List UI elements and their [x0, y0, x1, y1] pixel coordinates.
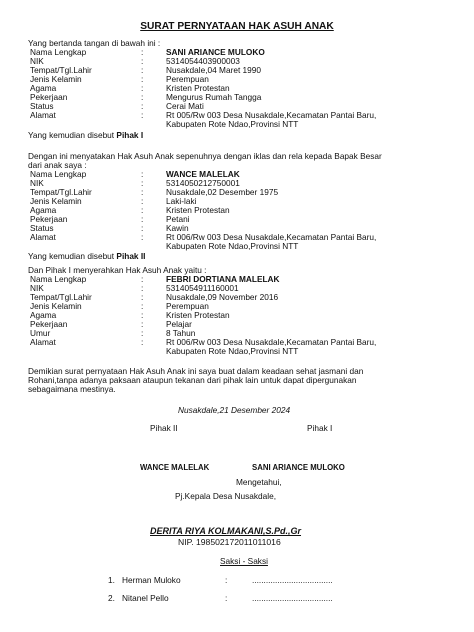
field-value: WANCE MALELAK: [166, 169, 240, 179]
field-label: Tempat/Tgl.Lahir: [30, 65, 92, 75]
field-label: Jenis Kelamin: [30, 301, 82, 311]
field-value: Rt 005/Rw 003 Desa Nusakdale,Kecamatan Pantai Baru,: [166, 110, 377, 120]
field-label: Alamat: [30, 110, 56, 120]
child-intro: Dan Pihak I menyerahkan Hak Asuh Anak yaitu :: [28, 265, 207, 275]
field-value: Pelajar: [166, 319, 192, 329]
pihak2-signer-name: WANCE MALELAK: [140, 463, 210, 472]
field-label: Jenis Kelamin: [30, 196, 82, 206]
field-label: Alamat: [30, 337, 56, 347]
field-label: Pekerjaan: [30, 319, 68, 329]
field-value: 5314054911160001: [166, 283, 239, 293]
document-page: SURAT PERNYATAAN HAK ASUH ANAK Yang bertanda tangan di bawah ini : Nama Lengkap : SANI ARIANCE MULOKO NIK : 5314054403900003 Tempat/Tgl.Lahir : Nusakdale,04 Maret 1990 Jenis Kelamin : Perempuan Agama : Kristen Protestan Pekerjaan : Mengurus Rumah Tangga Status : Cerai Mati Alamat : Rt 005/Rw 003 Desa Nusakdale,Kecamatan Pantai Baru, Kabupaten Rote Ndao,Provinsi NTT Yang kemudian disebut Pihak I Dengan ini menyatakan Hak Asuh Anak sepenuhnya dengan iklas dan rela kepada Bapak Besar dari anak saya : Nama Lengkap : WANCE MALELAK NIK : 5314050212750001 Tempat/Tgl.Lahir : Nusakdale,02 Desember 1975 Jenis Kelamin : Laki-laki Agama : Kristen Protestan Pekerjaan : Petani Status : Kawin Alamat : Rt 006/Rw 003 Desa Nusakdale,Kecamatan Pantai Baru, Kabupaten Rote Ndao,Provinsi NTT Yang kemudian disebut Pihak II Dan Pihak I menyerahkan Hak Asuh Anak yaitu : Nama Lengkap : FEBRI DORTIANA MALELAK NIK : 5314054911160001 Tempat/Tgl.Lahir : Nusakdale,09 November 2016 Jenis Kelamin : Perempuan Agama : Kristen Protestan Pekerjaan : Pelajar Umur : 8 Tahun Alamat : Rt 006/Rw 003 Desa Nusakdale,Kecamatan Pantai Baru, Kabupaten Rote Ndao,Provinsi NTT Demikian surat pernyataan Hak Asuh Anak ini saya buat dalam keadaan sehat jasmani dan Rohani,tanpa adanya paksaan ataupun tekanan dari pihak lain untuk dapat dipergunakan sebagaimana mestinya. Nusakdale,21 Desember 2024 Pihak II Pihak I WANCE MALELAK SANI ARIANCE MULOKO Mengetahui, Pj.Kepala Desa Nusakdale, DERITA RIYA KOLMAKANI,S.Pd.,Gr NIP. 198502172011011016 Saksi - Saksi 1. Herman Muloko : ................................... 2. Nitanel Pello : ...................................: [0, 0, 474, 632]
field-value: Cerai Mati: [166, 101, 204, 111]
field-value: Nusakdale,02 Desember 1975: [166, 187, 279, 197]
statement-line: Dengan ini menyatakan Hak Asuh Anak sepenuhnya dengan iklas dan rela kepada Bapak Besar: [28, 151, 382, 161]
field-value: Nusakdale,04 Maret 1990: [166, 65, 262, 75]
pihak1-note: Yang kemudian disebut Pihak I: [28, 130, 144, 140]
field-label: Agama: [30, 205, 57, 215]
field-value: Kristen Protestan: [166, 205, 230, 215]
mengetahui-text: Mengetahui,: [236, 477, 282, 487]
field-label: Agama: [30, 83, 57, 93]
field-label: Pekerjaan: [30, 214, 68, 224]
pihak2-note: Yang kemudian disebut Pihak II: [28, 251, 146, 261]
field-label: NIK: [30, 178, 44, 188]
field-label: Status: [30, 101, 54, 111]
field-label: Nama Lengkap: [30, 47, 87, 57]
field-value: Petani: [166, 214, 190, 224]
witness-name: Nitanel Pello: [122, 593, 169, 603]
field-value: Kristen Protestan: [166, 310, 230, 320]
field-label: Nama Lengkap: [30, 274, 87, 284]
field-label: Nama Lengkap: [30, 169, 87, 179]
field-value: Kristen Protestan: [166, 83, 230, 93]
official-nip: NIP. 198502172011011016: [178, 537, 281, 547]
field-label: Umur: [30, 328, 51, 338]
closing-line: sebagaimana mestinya.: [28, 384, 116, 394]
field-value: Kabupaten Rote Ndao,Provinsi NTT: [166, 346, 299, 356]
field-value: Nusakdale,09 November 2016: [166, 292, 279, 302]
field-value: Perempuan: [166, 301, 209, 311]
field-label: Tempat/Tgl.Lahir: [30, 187, 92, 197]
witness-separator: :: [225, 593, 228, 603]
witness-signature-line: ...................................: [252, 593, 333, 603]
pihak2-signature-label: Pihak II: [150, 423, 178, 433]
intro-text: Yang bertanda tangan di bawah ini :: [28, 38, 161, 48]
field-label: Tempat/Tgl.Lahir: [30, 292, 92, 302]
field-label: Alamat: [30, 232, 56, 242]
field-value: SANI ARIANCE MULOKO: [166, 47, 265, 57]
official-name: DERITA RIYA KOLMAKANI,S.Pd.,Gr: [150, 526, 302, 536]
field-value: Rt 006/Rw 003 Desa Nusakdale,Kecamatan Pantai Baru,: [166, 232, 377, 242]
field-value: Kabupaten Rote Ndao,Provinsi NTT: [166, 241, 299, 251]
field-value: Mengurus Rumah Tangga: [166, 92, 262, 102]
field-value: 8 Tahun: [166, 328, 196, 338]
witness-signature-line: ...................................: [252, 575, 333, 585]
field-label: NIK: [30, 283, 44, 293]
witness-title: Saksi - Saksi: [220, 556, 268, 566]
field-value: 5314054403900003: [166, 56, 240, 66]
pihak1-signer-name: SANI ARIANCE MULOKO: [252, 463, 345, 472]
field-label: NIK: [30, 56, 44, 66]
field-value: Laki-laki: [166, 196, 197, 206]
witness-number: 1.: [108, 575, 115, 585]
village-head-title: Pj.Kepala Desa Nusakdale,: [175, 491, 277, 501]
field-value: Perempuan: [166, 74, 209, 84]
closing-line: Demikian surat pernyataan Hak Asuh Anak ini saya buat dalam keadaan sehat jasmani dan: [28, 366, 364, 376]
field-label: Pekerjaan: [30, 92, 68, 102]
witness-separator: :: [225, 575, 228, 585]
field-value: 5314050212750001: [166, 178, 240, 188]
field-value: Kawin: [166, 223, 189, 233]
pihak1-signature-label: Pihak I: [307, 423, 333, 433]
field-label: Status: [30, 223, 54, 233]
statement-line: dari anak saya :: [28, 160, 87, 170]
witness-name: Herman Muloko: [122, 575, 181, 585]
closing-line: Rohani,tanpa adanya paksaan ataupun tekanan dari pihak lain untuk dapat dipergunakan: [28, 375, 357, 385]
witness-number: 2.: [108, 593, 115, 603]
document-title: SURAT PERNYATAAN HAK ASUH ANAK: [140, 21, 334, 32]
field-label: Jenis Kelamin: [30, 74, 82, 84]
field-value: FEBRI DORTIANA MALELAK: [166, 274, 280, 284]
place-date: Nusakdale,21 Desember 2024: [178, 405, 291, 415]
field-value: Rt 006/Rw 003 Desa Nusakdale,Kecamatan Pantai Baru,: [166, 337, 377, 347]
field-value: Kabupaten Rote Ndao,Provinsi NTT: [166, 119, 299, 129]
field-label: Agama: [30, 310, 57, 320]
